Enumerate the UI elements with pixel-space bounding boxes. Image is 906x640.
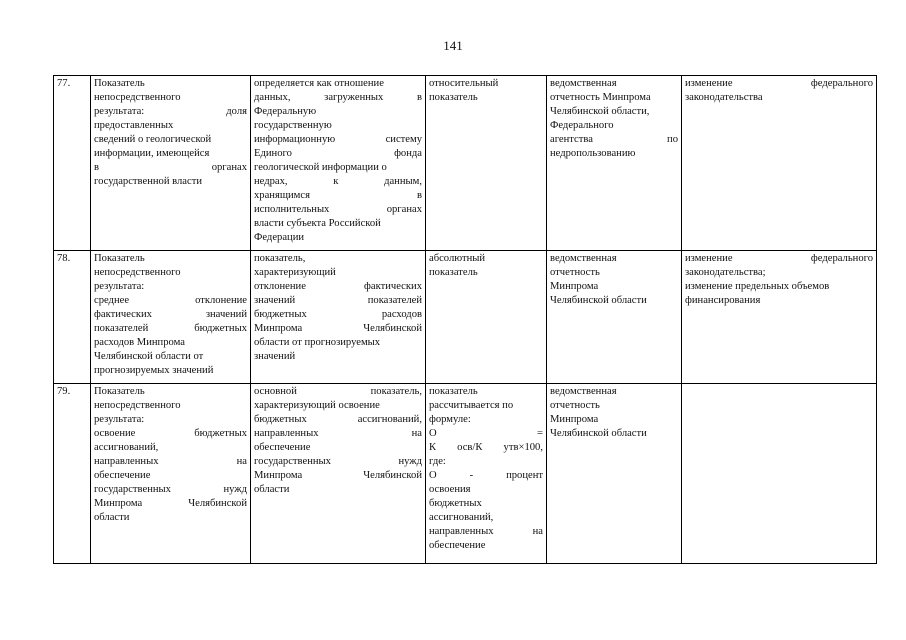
cell-factors bbox=[682, 384, 877, 564]
cell-source bbox=[547, 76, 682, 251]
cell-line: Показатель bbox=[94, 78, 145, 89]
cell-line: области от прогнозируемых bbox=[254, 337, 381, 348]
cell-line: Минпрома bbox=[550, 414, 599, 425]
cell-line: показатель bbox=[429, 386, 478, 397]
cell-line: государственных нужд bbox=[94, 484, 247, 495]
cell-line: отчетность bbox=[550, 267, 600, 278]
cell-line: Единого фонда bbox=[254, 148, 422, 159]
cell-line: результата: bbox=[94, 414, 145, 425]
cell-line: прогнозируемых значений bbox=[94, 365, 214, 376]
cell-line: недрах, к данным, bbox=[254, 176, 422, 187]
cell-line: государственной власти bbox=[94, 176, 203, 187]
cell-line: Федеральную bbox=[254, 106, 317, 117]
cell-line: где: bbox=[429, 456, 446, 467]
cell-line: значений показателей bbox=[254, 295, 422, 306]
cell-line: области bbox=[254, 484, 290, 495]
cell-source bbox=[547, 384, 682, 564]
cell-line: предоставленных bbox=[94, 120, 174, 131]
table-row bbox=[54, 251, 877, 384]
cell-line: Челябинской области, bbox=[550, 106, 650, 117]
cell-line: показатель bbox=[429, 267, 478, 278]
cell-line: бюджетных расходов bbox=[254, 309, 422, 320]
cell-line: основной показатель, bbox=[254, 386, 422, 397]
table-row bbox=[54, 384, 877, 564]
cell-line: результата: доля bbox=[94, 106, 247, 117]
cell-line: финансирования bbox=[685, 295, 761, 306]
cell-line: непосредственного bbox=[94, 92, 181, 103]
cell-line: обеспечение bbox=[429, 540, 486, 551]
cell-line: К осв/К утв×100, bbox=[429, 442, 543, 453]
cell-line: рассчитывается по bbox=[429, 400, 514, 411]
cell-line: Челябинской области от bbox=[94, 351, 204, 362]
cell-line: хранящимся в bbox=[254, 190, 422, 201]
cell-line: Минпрома Челябинской bbox=[254, 323, 422, 334]
indicators-table bbox=[53, 75, 877, 564]
cell-line: показатель bbox=[429, 92, 478, 103]
cell-line: Минпрома Челябинской bbox=[94, 498, 247, 509]
cell-line: законодательства; bbox=[685, 267, 766, 278]
cell-method bbox=[251, 251, 426, 384]
cell-line: отчетность Минпрома bbox=[550, 92, 651, 103]
cell-line: области bbox=[94, 512, 130, 523]
cell-line: непосредственного bbox=[94, 400, 181, 411]
cell-line: характеризующий освоение bbox=[254, 400, 380, 411]
cell-method bbox=[251, 384, 426, 564]
cell-line: направленных на bbox=[94, 456, 247, 467]
table-row bbox=[54, 76, 877, 251]
cell-line: Минпрома Челябинской bbox=[254, 470, 422, 481]
cell-line: государственную bbox=[254, 120, 332, 131]
cell-line: характеризующий bbox=[254, 267, 336, 278]
cell-line: относительный bbox=[429, 78, 499, 89]
cell-line: изменение федерального bbox=[685, 253, 873, 264]
cell-line: изменение предельных объемов bbox=[685, 281, 830, 292]
cell-line: значений bbox=[254, 351, 296, 362]
cell-line: определяется как отношение bbox=[254, 78, 384, 89]
cell-type bbox=[426, 251, 547, 384]
cell-line: обеспечение bbox=[254, 442, 311, 453]
cell-method bbox=[251, 76, 426, 251]
cell-line: информационную систему bbox=[254, 134, 422, 145]
cell-line: ассигнований, bbox=[429, 512, 494, 523]
cell-line: исполнительных органах bbox=[254, 204, 422, 215]
cell-line: освоения bbox=[429, 484, 471, 495]
cell-line: направленных на bbox=[429, 526, 543, 537]
cell-indicator bbox=[91, 251, 251, 384]
cell-line: Федерального bbox=[550, 120, 614, 131]
cell-line: ведомственная bbox=[550, 78, 617, 89]
cell-line: информации, имеющейся bbox=[94, 148, 210, 159]
cell-line: власти субъекта Российской bbox=[254, 218, 381, 229]
cell-line: ассигнований, bbox=[94, 442, 159, 453]
cell-line: О = bbox=[429, 428, 543, 439]
cell-line: в органах bbox=[94, 162, 247, 173]
cell-line: абсолютный bbox=[429, 253, 486, 264]
cell-line: агентства по bbox=[550, 134, 678, 145]
cell-line: результата: bbox=[94, 281, 145, 292]
cell-line: недропользованию bbox=[550, 148, 636, 159]
cell-type bbox=[426, 384, 547, 564]
cell-line: геологической информации о bbox=[254, 162, 387, 173]
cell-factors bbox=[682, 251, 877, 384]
cell-type bbox=[426, 76, 547, 251]
cell-line: фактических значений bbox=[94, 309, 247, 320]
cell-line: бюджетных bbox=[429, 498, 482, 509]
cell-line: ведомственная bbox=[550, 253, 617, 264]
cell-line: освоение бюджетных bbox=[94, 428, 247, 439]
row-number: 79. bbox=[54, 384, 91, 564]
row-number: 77. bbox=[54, 76, 91, 251]
cell-line: Минпрома bbox=[550, 281, 599, 292]
cell-factors bbox=[682, 76, 877, 251]
cell-line: среднее отклонение bbox=[94, 295, 247, 306]
cell-line: Челябинской области bbox=[550, 428, 647, 439]
cell-line: Показатель bbox=[94, 253, 145, 264]
row-number: 78. bbox=[54, 251, 91, 384]
cell-line: сведений о геологической bbox=[94, 134, 212, 145]
cell-line: показателей бюджетных bbox=[94, 323, 247, 334]
cell-source bbox=[547, 251, 682, 384]
cell-line: законодательства bbox=[685, 92, 763, 103]
cell-line: изменение федерального bbox=[685, 78, 873, 89]
cell-line: Челябинской области bbox=[550, 295, 647, 306]
cell-line: направленных на bbox=[254, 428, 422, 439]
cell-indicator bbox=[91, 76, 251, 251]
cell-line: данных, загруженных в bbox=[254, 92, 422, 103]
cell-line: расходов Минпрома bbox=[94, 337, 185, 348]
cell-line: отклонение фактических bbox=[254, 281, 422, 292]
cell-line: государственных нужд bbox=[254, 456, 422, 467]
cell-line: обеспечение bbox=[94, 470, 151, 481]
cell-line: непосредственного bbox=[94, 267, 181, 278]
cell-indicator bbox=[91, 384, 251, 564]
page-number: 141 bbox=[443, 38, 463, 53]
cell-line: формуле: bbox=[429, 414, 471, 425]
cell-line: Показатель bbox=[94, 386, 145, 397]
cell-line: отчетность bbox=[550, 400, 600, 411]
cell-line: ведомственная bbox=[550, 386, 617, 397]
cell-line: показатель, bbox=[254, 253, 306, 264]
cell-line: О - процент bbox=[429, 470, 543, 481]
cell-line: Федерации bbox=[254, 232, 305, 243]
cell-line: бюджетных ассигнований, bbox=[254, 414, 422, 425]
